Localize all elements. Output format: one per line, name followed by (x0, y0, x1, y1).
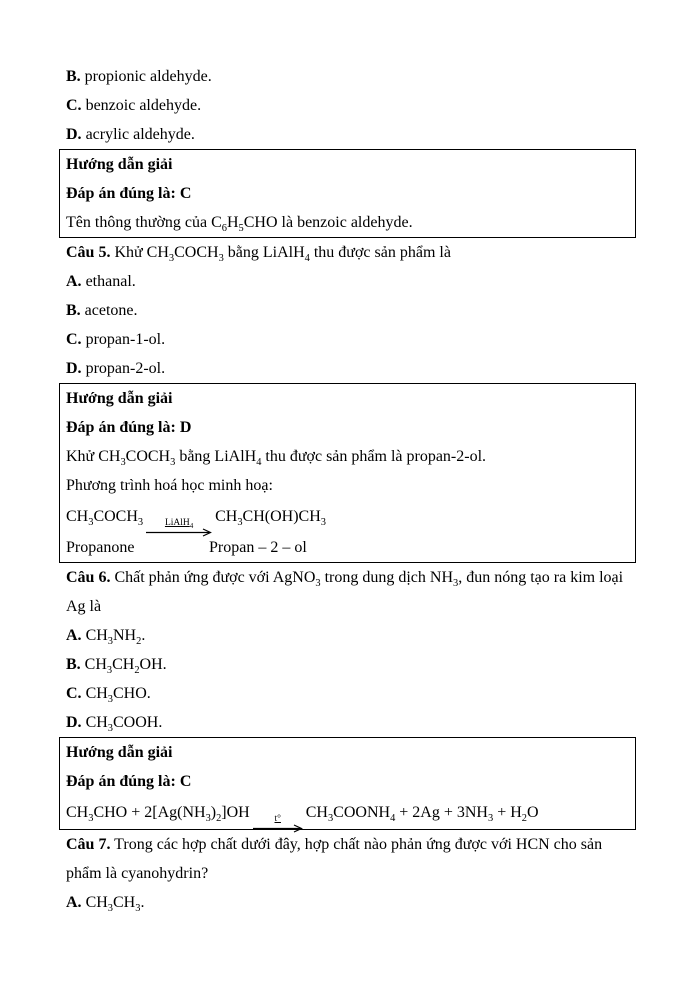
arrow-condition-label: t° (274, 814, 281, 824)
equation-left: $CH_3COCH_3$ (66, 508, 144, 529)
compound-name-left: Propanone (66, 539, 135, 556)
compound-names-row (66, 533, 629, 562)
option-b: B. propionic aldehyde. (66, 68, 212, 85)
solution-answer: Đáp án đúng là: C (66, 773, 192, 790)
equation-right: $CH_3COONH_4 + 2Ag + 3NH_3 + H_2O$ (305, 804, 539, 825)
q5-option-b: B. acetone. (66, 302, 138, 319)
solution-heading: Hướng dẫn giải (66, 744, 173, 761)
q6-option-b: B. $CH_3CH_2OH$. (66, 656, 167, 677)
question-6-line1: Câu 6. Chất phản ứng được với AgNO$_3$ trong dung dịch $NH_3$, đun nóng tạo ra kim loại (66, 569, 624, 590)
solution-box-q4 (59, 149, 636, 238)
q7-option-a: A. $CH_3CH_3$. (66, 894, 145, 915)
solution-answer: Đáp án đúng là: C (66, 185, 192, 202)
question-6-line2: Ag là (66, 598, 102, 615)
chemical-equation-q5 (66, 500, 629, 533)
question-5: Câu 5. Khử $CH_3COCH_3$ bằng LiAlH$_4$ thu được sản phẩm là (66, 244, 451, 265)
q5-option-c: C. propan-1-ol. (66, 331, 166, 348)
chemical-equation-q6 (66, 796, 629, 829)
solution-explanation: Khử $CH_3COCH_3$ bằng LiAlH$_4$ thu được sản phẩm là propan-2-ol. (66, 448, 487, 469)
q5-option-a: A. ethanal. (66, 273, 136, 290)
q6-option-a: A. $CH_3NH_2$. (66, 627, 146, 648)
arrow-condition-label: LiAlH$_4$ (164, 518, 194, 530)
question-7-line2: phẩm là cyanohydrin? (66, 865, 209, 882)
solution-box-q6 (59, 737, 636, 830)
q5-option-d: D. propan-2-ol. (66, 360, 166, 377)
compound-name-right: Propan – 2 – ol (209, 539, 307, 556)
option-d: D. acrylic aldehyde. (66, 126, 195, 143)
equation-right: $CH_3CH(OH)CH_3$ (215, 508, 326, 529)
solution-heading: Hướng dẫn giải (66, 390, 173, 407)
q6-option-d: D. $CH_3COOH$. (66, 714, 163, 735)
q6-option-c: C. $CH_3CHO$. (66, 685, 151, 706)
solution-box-q5 (59, 383, 636, 563)
question-7-line1: Câu 7. Trong các hợp chất dưới đây, hợp chất nào phản ứng được với HCN cho sản (66, 836, 603, 853)
solution-explanation: Tên thông thường của $C_6H_5CHO$ là benzoic aldehyde. (66, 214, 413, 235)
option-c: C. benzoic aldehyde. (66, 97, 202, 114)
solution-answer: Đáp án đúng là: D (66, 419, 192, 436)
solution-heading: Hướng dẫn giải (66, 156, 173, 173)
solution-note: Phương trình hoá học minh hoạ: (66, 477, 273, 494)
equation-left: $CH_3CHO + 2[Ag(NH_3)_2]OH$ (66, 804, 250, 825)
